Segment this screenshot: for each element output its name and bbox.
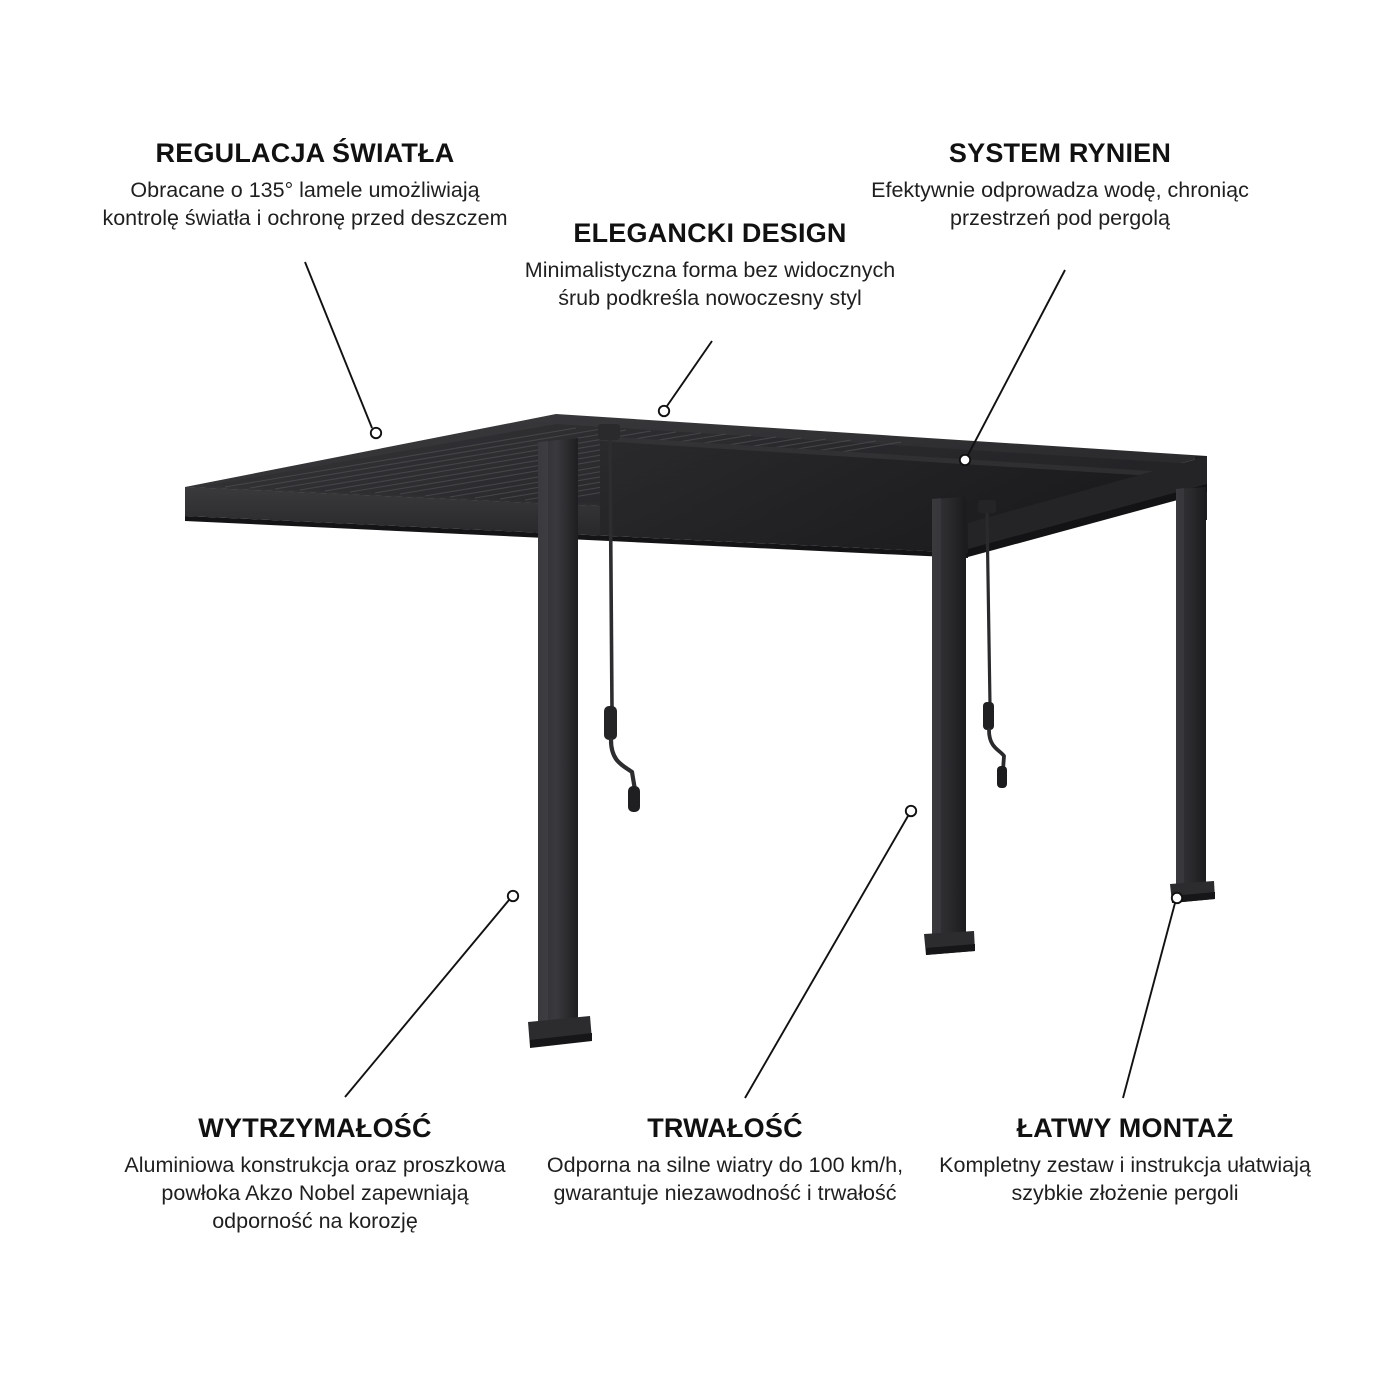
callout-description-elegant-design: Minimalistyczna forma bez widocznych śrub podkreśla nowoczesny styl [524,258,896,310]
callout-light-control [95,138,515,233]
callout-title-durability: TRWAŁOŚĆ [647,1113,803,1143]
callout-title-strength: WYTRZYMAŁOŚĆ [198,1113,432,1143]
callout-elegant-design [520,218,900,313]
callout-description-light-control: Obracane o 135° lamele umożliwiają kontrolę światła i ochronę przed deszczem [102,178,508,230]
pergola-roof [185,414,1207,558]
post-right [1170,487,1215,903]
callout-title-easy-assembly: ŁATWY MONTAŻ [1016,1113,1234,1143]
callout-easy-assembly [930,1113,1320,1208]
callout-gutter-system [850,138,1270,233]
callout-strength [110,1113,520,1236]
callout-description-durability: Odporna na silne wiatry do 100 km/h, gwarantuje niezawodność i trwałość [546,1153,904,1205]
callout-description-strength: Aluminiowa konstrukcja oraz proszkowa powłoka Akzo Nobel zapewniają odporność na korozję [124,1153,506,1233]
post-back-middle [924,497,975,955]
callout-description-easy-assembly: Kompletny zestaw i instrukcja ułatwiają szybkie złożenie pergoli [939,1153,1311,1205]
callout-title-light-control: REGULACJA ŚWIATŁA [155,138,455,168]
callout-title-gutter-system: SYSTEM RYNIEN [948,138,1172,168]
callout-title-elegant-design: ELEGANCKI DESIGN [573,218,847,248]
callout-description-gutter-system: Efektywnie odprowadza wodę, chroniąc przestrzeń pod pergolą [871,178,1249,230]
callout-durability [530,1113,920,1208]
